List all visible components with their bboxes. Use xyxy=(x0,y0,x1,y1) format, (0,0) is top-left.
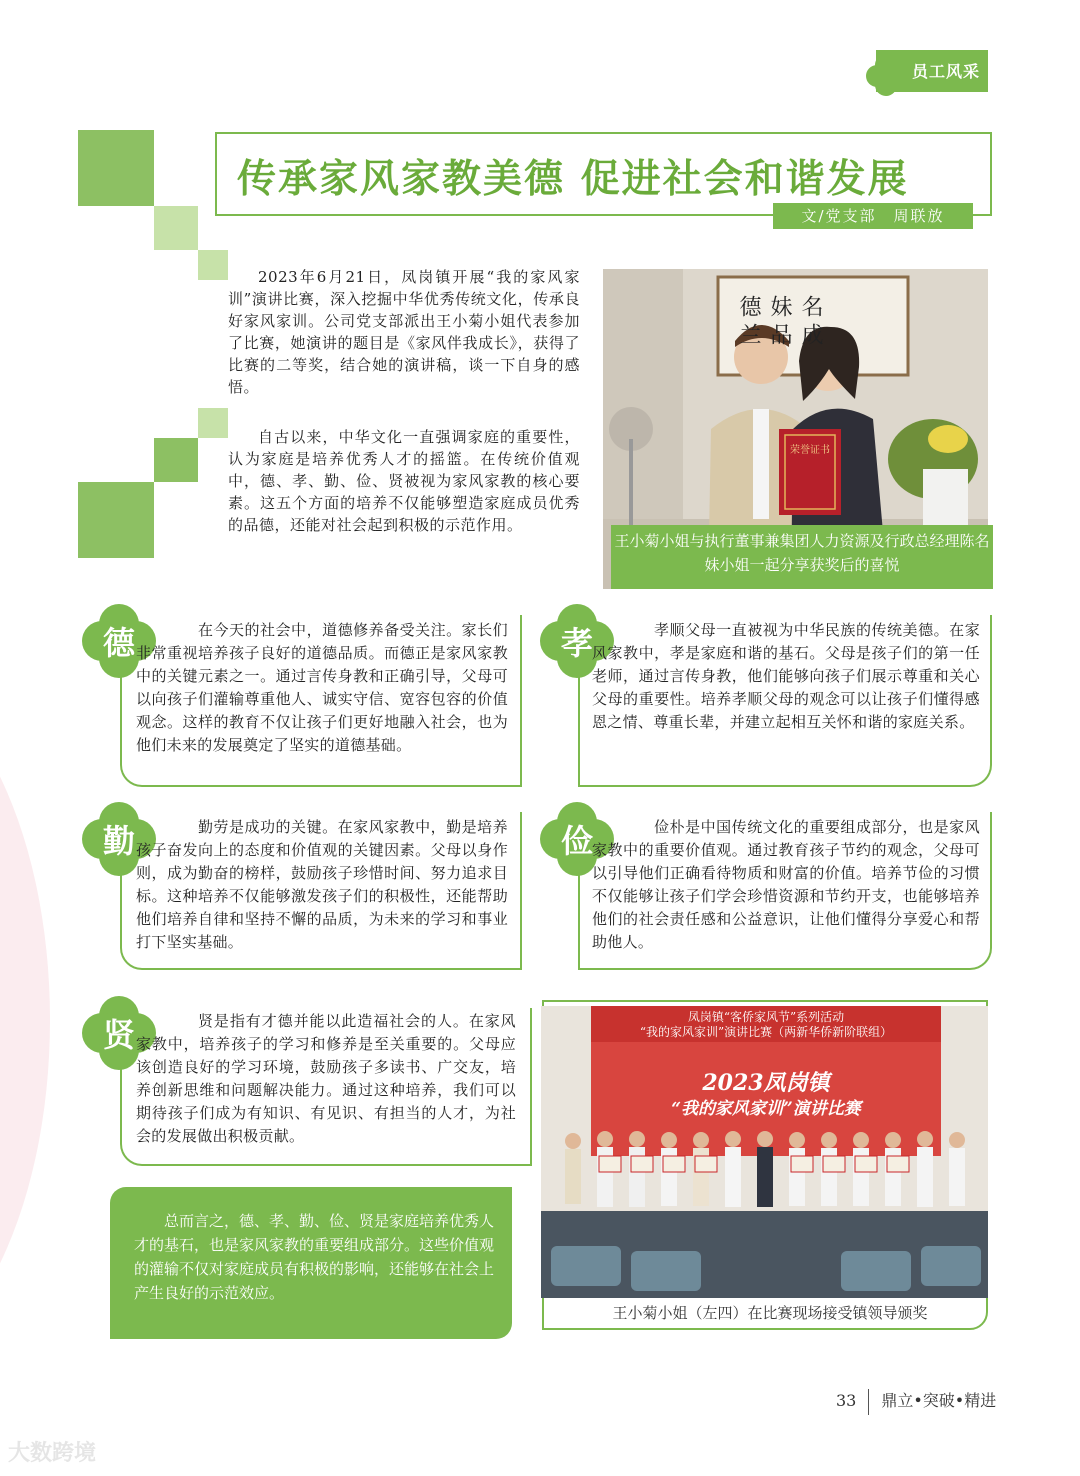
banner-main-2: “我的家风家训”演讲比赛 xyxy=(671,1099,861,1119)
decor-square xyxy=(154,206,198,250)
decor-square xyxy=(78,130,154,206)
page-title: 传承家风家教美德 促进社会和谐发展 xyxy=(237,156,909,202)
photo-caption-1: 王小菊小姐与执行董事兼集团人力资源及行政总经理陈名妹小姐一起分享获奖后的喜悦 xyxy=(611,525,993,589)
summary-box xyxy=(110,1187,512,1339)
section-tab xyxy=(876,50,988,92)
certificate-label: 荣誉证书 xyxy=(790,445,830,456)
intro-paragraph-2: 自古以来，中华文化一直强调家庭的重要性，认为家庭是培养优秀人才的摇篮。在传统价值观中，德、孝、勤、俭、贤被视为家风家教的核心要素。这五个方面的培养不仅能够塑造家庭成员优秀的品德，还能对社会起到积极的示范作用。 xyxy=(228,428,580,534)
decor-square xyxy=(198,408,228,438)
footer-motto: 鼎立•突破•精进 xyxy=(881,1391,997,1410)
watermark: 大数跨境 xyxy=(8,1441,97,1466)
footer-divider xyxy=(868,1389,869,1415)
intro-paragraph-1: 2023年6月21日，凤岗镇开展“我的家风家训”演讲比赛，深入挖掘中华优秀传统文化，传承良好家风家训。公司党支部派出王小菊小姐代表参加了比赛，她演讲的题目是《家风伴我成长》，获得了比赛的二等奖，结合她的演讲稿，谈一下自身的感悟。 xyxy=(228,268,580,396)
decor-square xyxy=(78,482,154,558)
virtue-char: 孝 xyxy=(560,624,593,662)
virtue-char: 贤 xyxy=(102,1016,135,1054)
page-footer xyxy=(836,1388,996,1415)
virtue-text-xian: 贤是指有才德并能以此造福社会的人。在家风家教中，培养孩子的学习和修养是至关重要的。父母应该创造良好的学习环境，鼓励孩子多读书、广交友，培养创新思维和问题解决能力。通过这种培养，我们可以期待孩子们成为有知识、有见识、有担当的人才，为社会的发展做出积极贡献。 xyxy=(136,1012,516,1145)
photo-caption-2: 王小菊小姐（左四）在比赛现场接受镇领导颁奖 xyxy=(612,1304,928,1322)
decorative-arc xyxy=(0,660,50,1380)
ceremony-photo xyxy=(541,1006,988,1298)
virtue-char: 德 xyxy=(102,624,135,662)
summary-text: 总而言之，德、孝、勤、俭、贤是家庭培养优秀人才的基石，也是家风家教的重要组成部分。这些价值观的灌输不仅对家庭成员有积极的影响，还能够在社会上产生良好的示范效应。 xyxy=(134,1212,495,1302)
page-number: 33 xyxy=(836,1391,857,1410)
virtue-text-xiao: 孝顺父母一直被视为中华民族的传统美德。在家风家教中，孝是家庭和谐的基石。父母是孩子们的第一任老师，通过言传身教，他们能够向孩子们展示尊重和关心父母的重要性。培养孝顺父母的观念可以让孩子们懂得感恩之情、尊重长辈，并建立起相互关怀和谐的家庭关系。 xyxy=(592,621,980,731)
byline: 文/党支部 周联放 xyxy=(773,203,973,229)
virtue-char: 勤 xyxy=(102,822,135,860)
banner-main-1: 2023凤岗镇 xyxy=(702,1070,830,1096)
decor-square xyxy=(154,438,198,482)
section-tab-label: 员工风采 xyxy=(912,62,981,81)
virtue-text-de: 在今天的社会中，道德修养备受关注。家长们非常重视培养孩子良好的道德品质。而德正是家风家教中的关键元素之一。通过言传身教和正确引导，父母可以向孩子们灌输尊重他人、诚实守信、宽容包容的价值观念。这样的教育不仅让孩子们更好地融入社会，也为他们未来的发展奠定了坚实的道德基础。 xyxy=(136,621,508,754)
virtue-text-jian: 俭朴是中国传统文化的重要组成部分，也是家风家教中的重要价值观。通过教育孩子节约的观念，父母可以引导他们正确看待物质和财富的价值。培养节俭的习惯不仅能够让孩子们学会珍惜资源和节约开支，也能够培养他们的社会责任感和公益意识，让他们懂得分享爱心和帮助他人。 xyxy=(592,818,980,951)
decor-square xyxy=(198,250,228,280)
ceremony-photo-illustration xyxy=(541,1006,988,1298)
banner-line-1: 凤岗镇“客侨家风节”系列活动 xyxy=(687,1010,845,1024)
banner-line-2: “我的家风家训”演讲比赛（两新华侨新阶联组） xyxy=(639,1025,893,1039)
virtue-text-qin: 勤劳是成功的关键。在家风家教中，勤是培养孩子奋发向上的态度和价值观的关键因素。父母以身作则，成为勤奋的榜样，鼓励孩子珍惜时间、努力追求目标。这种培养不仅能够激发孩子们的积极性，还能帮助他们培养自律和坚持不懈的品质，为未来的学习和事业打下坚实基础。 xyxy=(136,818,508,951)
calligraphy-scroll: 名成妹品德兰 xyxy=(736,295,823,351)
virtue-char: 俭 xyxy=(560,822,593,860)
